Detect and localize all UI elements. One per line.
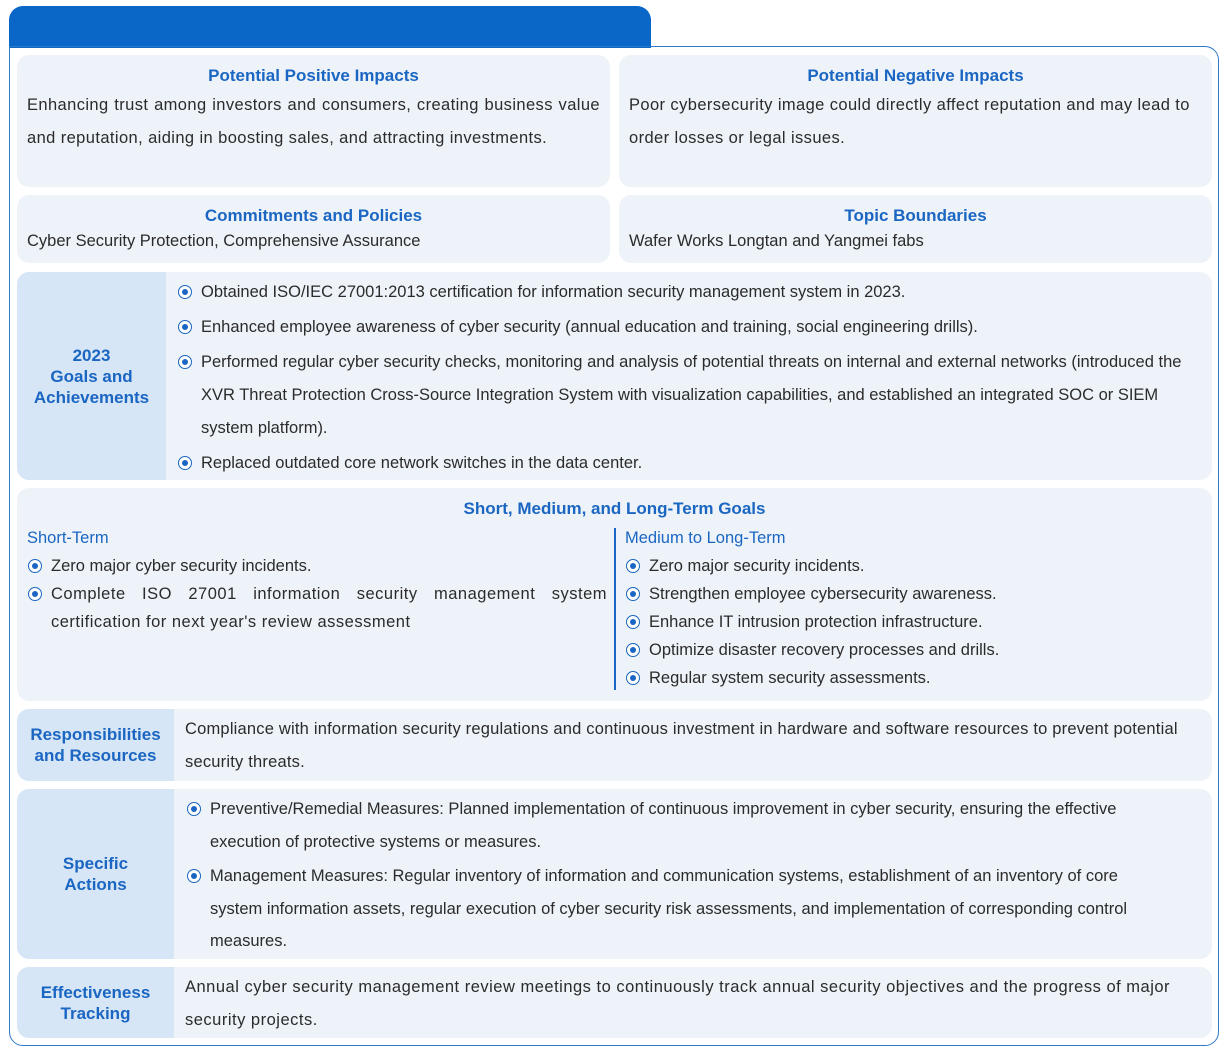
achievement-item: Replaced outdated core network switches in the data center. [177,447,1196,480]
short-term-item: Complete ISO 27001 information security management system certification for next year's review assessment [27,580,607,636]
negative-impacts-title: Potential Negative Impacts [807,66,1024,85]
responsibilities-text: Compliance with information security regulations and continuous investment in hardware and software resources to prevent potential security threats. [185,720,1178,771]
short-term-heading: Short-Term [27,529,109,547]
long-term-heading: Medium to Long-Term [625,529,786,547]
tracking-label: Effectiveness Tracking [17,967,174,1038]
negative-impacts-box [619,55,1212,187]
actions-content [186,789,1212,959]
long-term-item: Zero major security incidents. [625,552,1195,580]
bullet-icon [626,643,640,657]
short-term-column [27,524,607,636]
achievement-item: Obtained ISO/IEC 27001:2013 certification for information security management system in 2023. [177,276,1196,309]
positive-impacts-title: Potential Positive Impacts [208,66,419,85]
bullet-icon [28,559,42,573]
positive-impacts-text: Enhancing trust among investors and consumers, creating business value and reputation, aiding in boosting sales, and attracting investments. [27,96,600,147]
bullet-icon [187,869,201,883]
goals-box [17,488,1212,701]
action-item: Management Measures: Regular inventory of information and communication systems, establishment of an inventory of core system information assets, regular execution of cyber security risk assessments, and implementation of corresponding control measures. [186,860,1172,958]
commitments-text: Cyber Security Protection, Comprehensive Assurance [27,232,421,250]
short-term-item: Zero major cyber security incidents. [27,552,607,580]
responsibilities-label: Responsibilities and Resources [17,709,174,781]
commitments-box [17,195,610,263]
goals-divider [614,528,616,690]
achievements-box [17,272,1212,480]
achievements-label: 2023 Goals and Achievements [17,272,166,480]
achievement-item: Enhanced employee awareness of cyber security (annual education and training, social engineering drills). [177,311,1196,344]
bullet-icon [178,456,192,470]
boundaries-title: Topic Boundaries [844,206,987,225]
bullet-icon [626,587,640,601]
header-tab [9,6,651,48]
action-item: Preventive/Remedial Measures: Planned implementation of continuous improvement in cyber security, ensuring the effective execution of protective systems or measures. [186,793,1172,858]
responsibilities-box [17,709,1212,781]
bullet-icon [626,671,640,685]
responsibilities-content [185,709,1212,781]
commitments-title: Commitments and Policies [204,206,423,225]
actions-label: Specific Actions [17,789,174,959]
long-term-item: Enhance IT intrusion protection infrastructure. [625,608,1195,636]
bullet-icon [178,320,192,334]
bullet-icon [28,587,42,601]
tracking-box [17,967,1212,1038]
negative-impacts-text: Poor cybersecurity image could directly affect reputation and may lead to order losses or legal issues. [629,96,1190,147]
achievements-content [177,272,1212,480]
long-term-item: Optimize disaster recovery processes and drills. [625,636,1195,664]
actions-box [17,789,1212,959]
bullet-icon [178,355,192,369]
boundaries-text: Wafer Works Longtan and Yangmei fabs [629,232,924,250]
long-term-column [625,524,1195,692]
positive-impacts-box [17,55,610,187]
achievement-item: Performed regular cyber security checks, monitoring and analysis of potential threats on internal and external networks (introduced the XVR Threat Protection Cross-Source Integration System with visualization capabilities, and established an integrated SOC or SIEM system platform). [177,346,1196,445]
tracking-text: Annual cyber security management review meetings to continuously track annual security objectives and the progress of major security projects. [185,978,1171,1029]
bullet-icon [626,559,640,573]
bullet-icon [178,285,192,299]
boundaries-box [619,195,1212,263]
long-term-item: Strengthen employee cybersecurity awareness. [625,580,1195,608]
tracking-content [185,967,1212,1038]
bullet-icon [626,615,640,629]
bullet-icon [187,802,201,816]
goals-title: Short, Medium, and Long-Term Goals [463,499,766,518]
long-term-item: Regular system security assessments. [625,664,1195,692]
